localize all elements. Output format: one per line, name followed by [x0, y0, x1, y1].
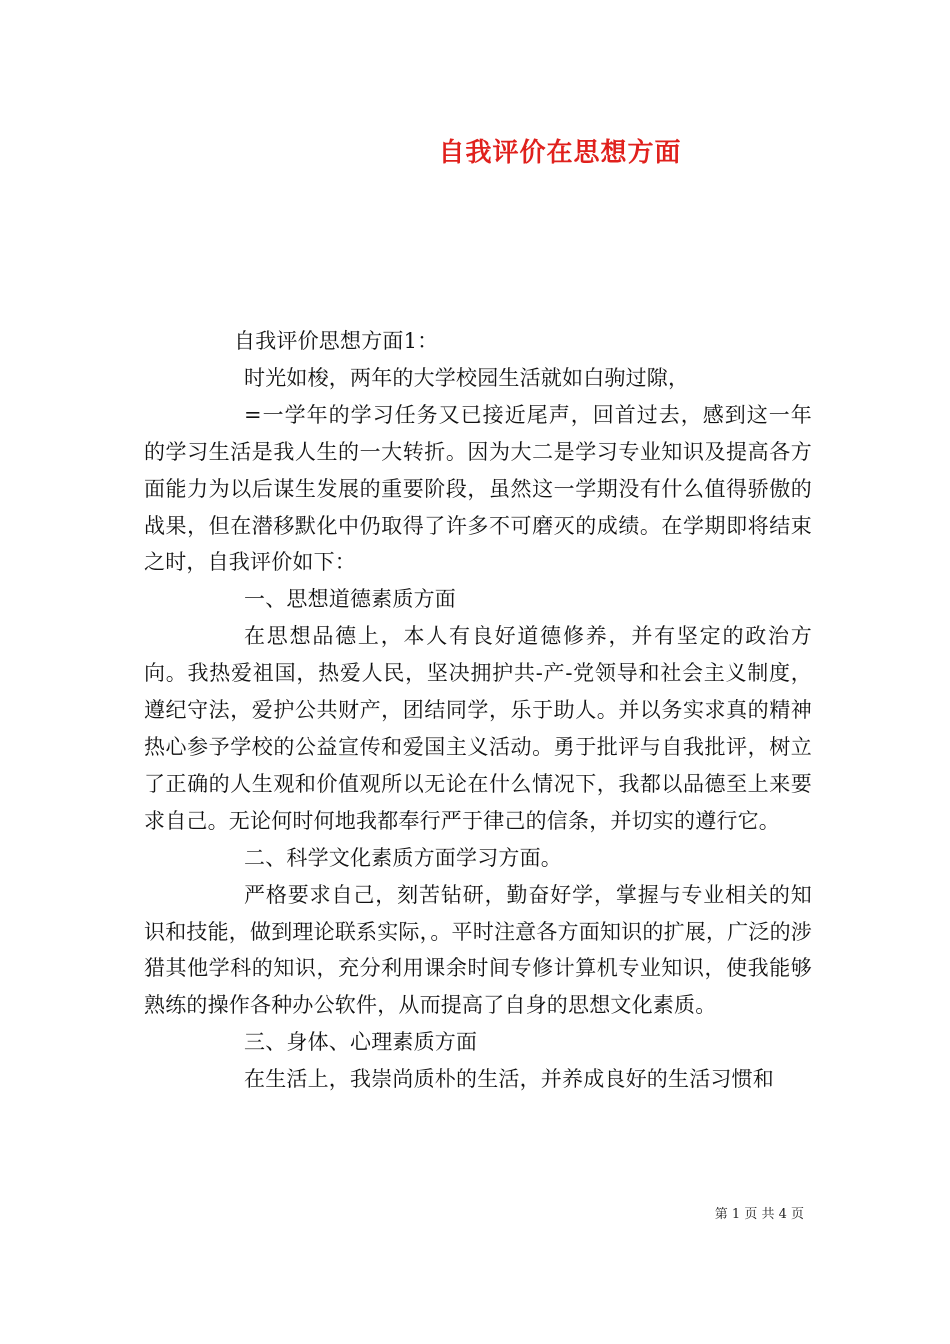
document-title: 自我评价在思想方面 — [438, 138, 682, 168]
section-heading: 三、身体、心理素质方面 — [244, 1030, 478, 1055]
section-heading: 一、思想道德素质方面 — [244, 587, 456, 612]
paragraph: 在思想品德上，本人有良好道德修养，并有坚定的政治方向。我热爱祖国，热爱人民，坚决拥护共-产-党领导和社会主义制度，遵纪守法，爱护公共财产，团结同学，乐于助人。并以务实求真的精神热心参予学校的公益宣传和爱国主义活动。勇于批评与自我批评，树立了正确的人生观和价值观所以无论在什么情况下，我都以品德至上来要求自己。无论何时何地我都奉行严于律己的信条，并切实的遵行它。 — [144, 624, 812, 833]
paragraph: 在生活上，我崇尚质朴的生活，并养成良好的生活习惯和 — [244, 1067, 774, 1092]
section-heading: 二、科学文化素质方面学习方面。 — [244, 845, 562, 870]
paragraph-heading: 自我评价思想方面1： — [234, 329, 439, 353]
page-number: 第 1 页 共 4 页 — [714, 1207, 804, 1222]
paragraph: 严格要求自己，刻苦钻研，勤奋好学，掌握与专业相关的知识和技能，做到理论联系实际，。平时注意各方面知识的扩展，广泛的涉猎其他学科的知识，充分利用课余时间专修计算机专业知识，使我能够熟练的操作各种办公软件，从而提高了自身的思想文化素质。 — [144, 882, 812, 1018]
paragraph: 时光如梭，两年的大学校园生活就如白驹过隙， — [244, 365, 690, 390]
paragraph: =一学年的学习任务又已接近尾声，回首过去，感到这一年的学习生活是我人生的一大转折。因为大二是学习专业知识及提高各方面能力为以后谋生发展的重要阶段，虽然这一学期没有什么值得骄傲的战果，但在潜移默化中仍取得了许多不可磨灭的成绩。在学期即将结束之时，自我评价如下： — [144, 402, 812, 575]
document-body — [144, 323, 812, 1098]
